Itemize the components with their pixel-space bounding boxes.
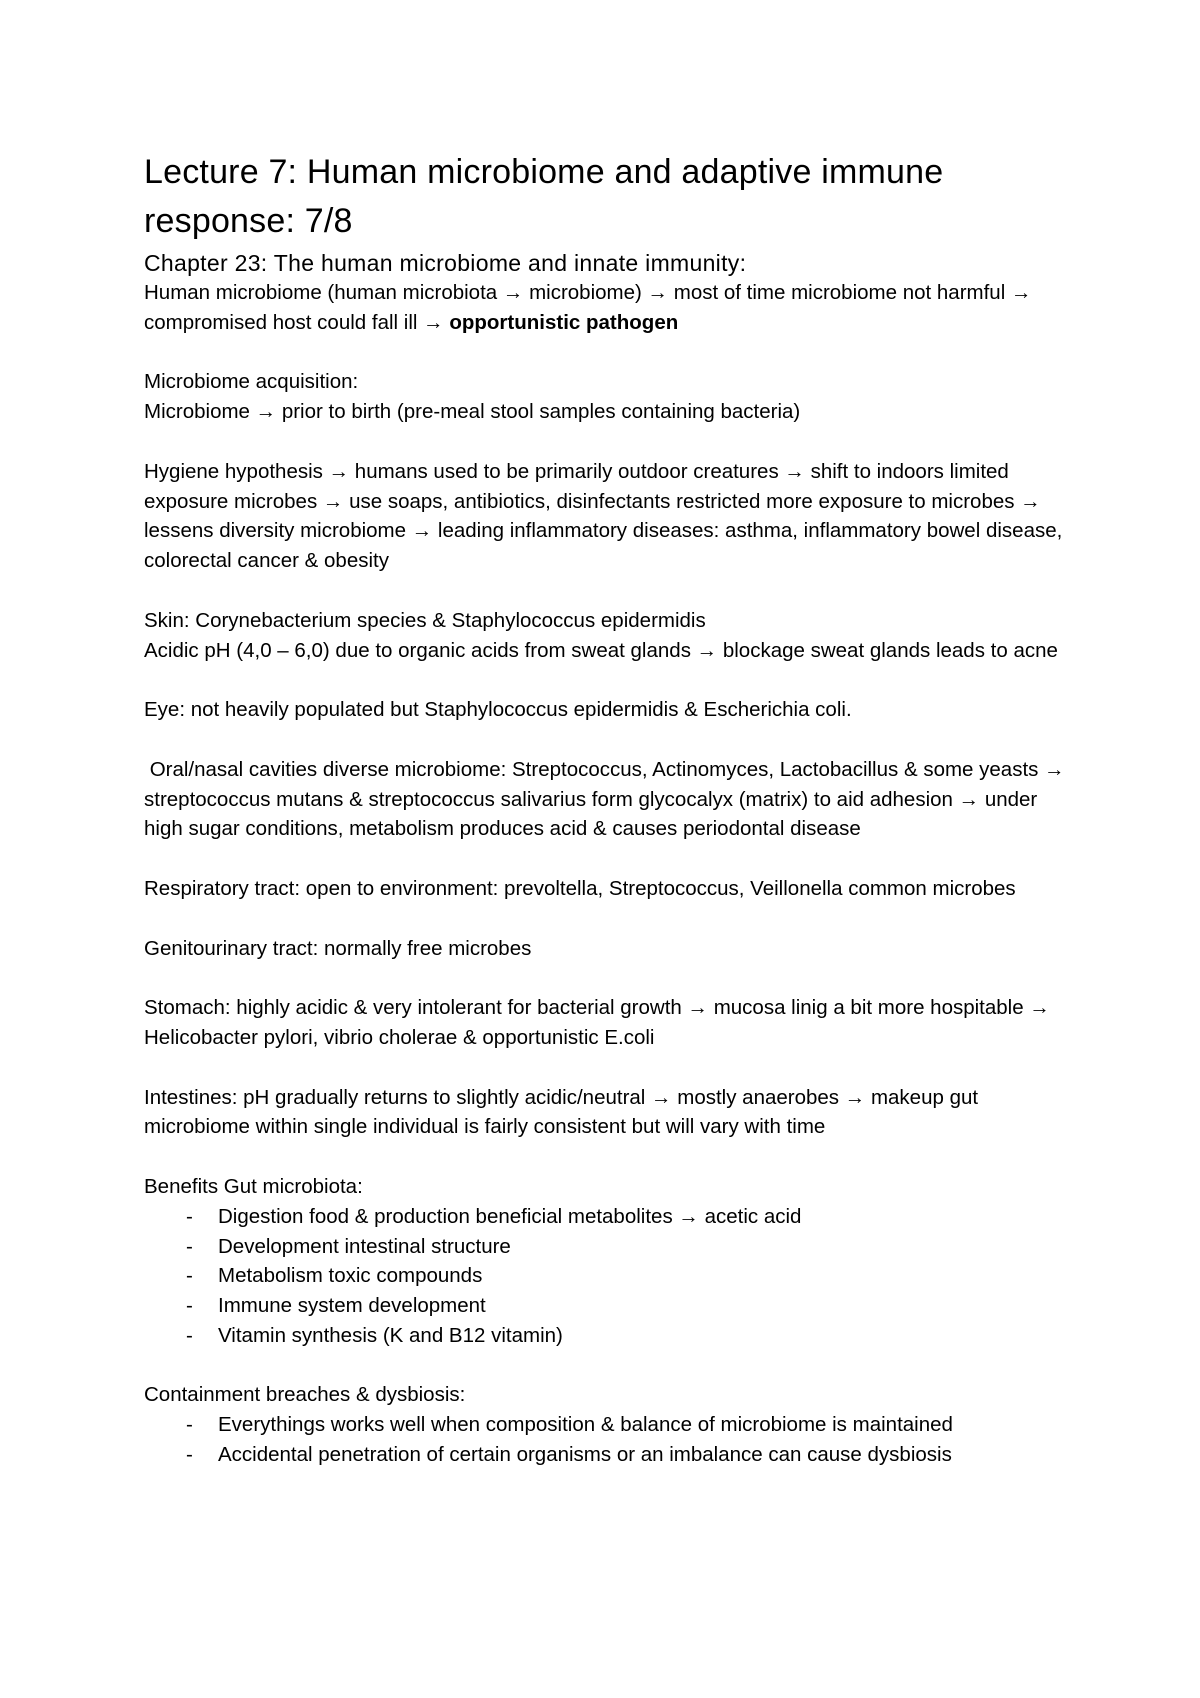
intro-bold-term: opportunistic pathogen xyxy=(449,310,679,334)
list-item-text: Vitamin synthesis (K and B12 vitamin) xyxy=(218,1323,563,1347)
benefits-list xyxy=(144,1202,1074,1351)
genitourinary-paragraph: Genitourinary tract: normally free microbes xyxy=(144,936,532,960)
dash-bullet: - xyxy=(186,1443,193,1467)
list-item xyxy=(186,1410,1074,1440)
skin-line: Skin: Corynebacterium species & Staphylococcus epidermidis xyxy=(144,608,706,632)
respiratory-paragraph: Respiratory tract: open to environment: prevoltella, Streptococcus, Veillonella common microbes xyxy=(144,876,1016,900)
skin-ph-line: Acidic pH (4,0 – 6,0) due to organic acids from sweat glands → blockage sweat glands leads to acne xyxy=(144,638,1058,662)
containment-heading: Containment breaches & dysbiosis: xyxy=(144,1383,466,1407)
eye-paragraph: Eye: not heavily populated but Staphylococcus epidermidis & Escherichia coli. xyxy=(144,698,852,722)
document-content xyxy=(144,148,1074,1470)
list-item-text: Immune system development xyxy=(218,1294,486,1318)
hygiene-paragraph: Hygiene hypothesis → humans used to be primarily outdoor creatures → shift to indoors limited exposure microbes → use soaps, antibiotics, disinfectants restricted more exposure to microbes → lessens diversity microbiome → leading inflammatory diseases: asthma, inflammatory bowel disease, colorectal cancer & obesity xyxy=(144,459,1063,573)
list-item-text: Everythings works well when composition & balance of microbiome is maintained xyxy=(218,1413,953,1437)
list-item xyxy=(186,1321,1074,1351)
list-item xyxy=(186,1232,1074,1262)
spacer xyxy=(144,1053,1074,1083)
dash-bullet: - xyxy=(186,1413,193,1437)
dash-bullet: - xyxy=(186,1234,193,1258)
spacer xyxy=(144,725,1074,755)
spacer xyxy=(144,1351,1074,1381)
chapter-heading: Chapter 23: The human microbiome and innate immunity: xyxy=(144,250,747,276)
oral-paragraph: Oral/nasal cavities diverse microbiome: Streptococcus, Actinomyces, Lactobacillus & some yeasts → streptococcus mutans & streptococcus salivarius form glycocalyx (matrix) to aid adhesion → under high sugar conditions, metabolism produces acid & causes periodontal disease xyxy=(144,757,1071,841)
list-item-text: Development intestinal structure xyxy=(218,1234,511,1258)
spacer xyxy=(144,963,1074,993)
benefits-heading: Benefits Gut microbiota: xyxy=(144,1174,363,1198)
list-item xyxy=(186,1291,1074,1321)
dash-bullet: - xyxy=(186,1204,193,1228)
list-item-text: Accidental penetration of certain organisms or an imbalance can cause dysbiosis xyxy=(218,1443,952,1467)
stomach-paragraph: Stomach: highly acidic & very intolerant for bacterial growth → mucosa linig a bit more hospitable → Helicobacter pylori, vibrio cholerae & opportunistic E.coli xyxy=(144,996,1050,1049)
intro-paragraph xyxy=(144,278,1074,338)
spacer xyxy=(144,844,1074,874)
list-item xyxy=(186,1202,1074,1232)
dash-bullet: - xyxy=(186,1294,193,1318)
spacer xyxy=(144,576,1074,606)
dash-bullet: - xyxy=(186,1264,193,1288)
page-title: Lecture 7: Human microbiome and adaptive immune response: 7/8 xyxy=(144,153,944,240)
acquisition-heading: Microbiome acquisition: xyxy=(144,370,359,394)
dash-bullet: - xyxy=(186,1323,193,1347)
containment-list xyxy=(144,1410,1074,1470)
list-item-text: Digestion food & production beneficial metabolites → acetic acid xyxy=(218,1204,802,1228)
spacer xyxy=(144,665,1074,695)
list-item xyxy=(186,1261,1074,1291)
spacer xyxy=(144,427,1074,457)
list-item xyxy=(186,1440,1074,1470)
intestines-paragraph: Intestines: pH gradually returns to slightly acidic/neutral → mostly anaerobes → makeup gut microbiome within single individual is fairly consistent but will vary with time xyxy=(144,1085,979,1139)
acquisition-text: Microbiome → prior to birth (pre-meal stool samples containing bacteria) xyxy=(144,400,801,424)
spacer xyxy=(144,1142,1074,1172)
spacer xyxy=(144,338,1074,368)
list-item-text: Metabolism toxic compounds xyxy=(218,1264,483,1288)
intro-text: Human microbiome (human microbiota → microbiome) → most of time microbiome not harmful → compromised host could fall ill → xyxy=(144,281,1032,334)
spacer xyxy=(144,904,1074,934)
